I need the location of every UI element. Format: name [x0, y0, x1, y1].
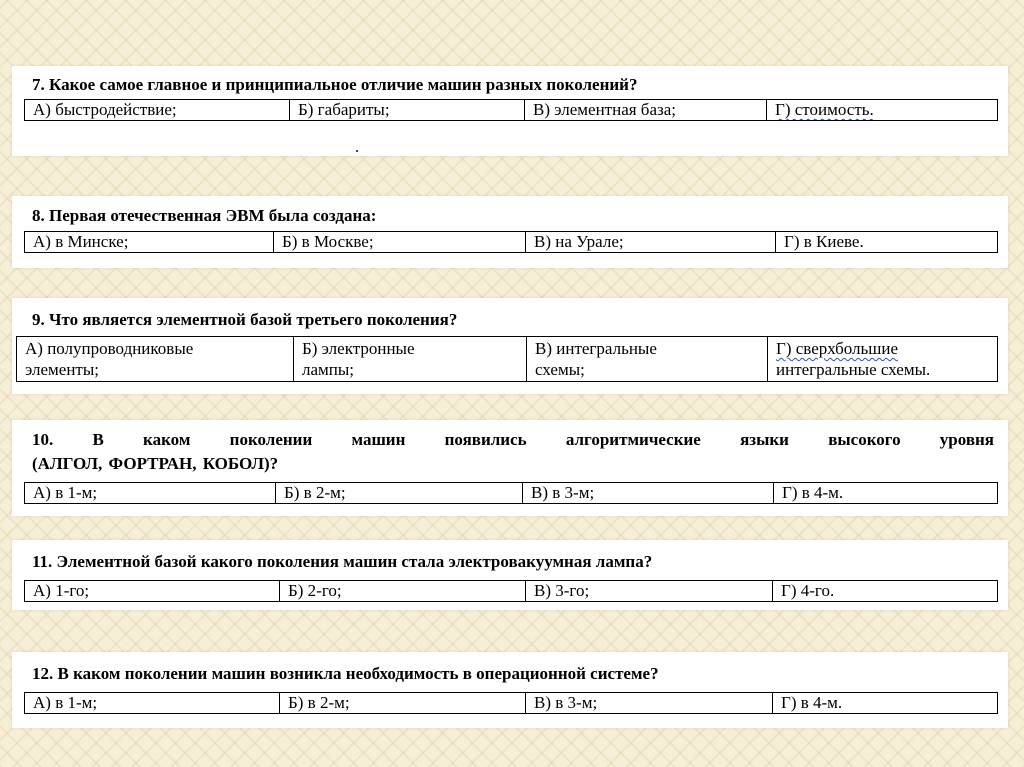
answer-v: В) на Урале; [526, 232, 776, 253]
question-7-card [12, 66, 1008, 156]
question-10-card [12, 420, 1008, 516]
question-10-text [32, 430, 994, 474]
answer-v [527, 337, 768, 382]
question-10-line-2: (АЛГОЛ, ФОРТРАН, КОБОЛ)? [32, 454, 279, 473]
question-12-answers [24, 692, 998, 714]
answer-g-line-1 [776, 338, 991, 359]
answer-g: Г) 4-го. [773, 581, 998, 602]
answer-g-line-1-text: Г) сверхбольшие [776, 339, 899, 358]
answer-a: А) в 1-м; [25, 693, 280, 714]
question-12-text: 12. В каком поколении машин возникла необходимость в операционной системе? [32, 664, 659, 683]
answer-v: В) в 3-м; [523, 483, 774, 504]
answer-v-line-2: схемы; [535, 360, 585, 379]
answer-a: А) 1-го; [25, 581, 280, 602]
question-11-answers [24, 580, 998, 602]
answer-a: А) в 1-м; [25, 483, 276, 504]
question-7-answers [24, 99, 998, 121]
question-9-text: 9. Что является элементной базой третьего поколения? [32, 310, 458, 329]
answer-g: Г) в 4-м. [774, 483, 998, 504]
answer-b-line-2: лампы; [302, 360, 355, 379]
question-10-line-1: 10. В каком поколении машин появились алгоритмические языки высокого уровня [32, 430, 994, 449]
question-11-card [12, 540, 1008, 610]
question-9-card [12, 298, 1008, 394]
answer-g-line-2: интегральные схемы. [776, 360, 931, 379]
answer-b: Б) в 2-м; [280, 693, 526, 714]
question-8-answers [24, 231, 998, 253]
question-12-card [12, 652, 1008, 728]
answer-a [17, 337, 294, 382]
answer-a-line-2: элементы; [25, 360, 99, 379]
answer-a-line-1: А) полупроводниковые [25, 339, 194, 358]
question-9-answers [16, 336, 998, 382]
answer-g [768, 337, 998, 382]
answer-g: Г) в Киеве. [776, 232, 998, 253]
answer-a: А) быстродействие; [25, 100, 290, 121]
answer-v-line-1: В) интегральные [535, 339, 657, 358]
answer-a: А) в Минске; [25, 232, 274, 253]
answer-b: Б) в Москве; [274, 232, 526, 253]
answer-b-line-1: Б) электронные [302, 339, 415, 358]
question-11-text: 11. Элементной базой какого поколения машин стала электровакуумная лампа? [32, 552, 653, 571]
answer-b [294, 337, 527, 382]
answer-b: Б) 2-го; [280, 581, 526, 602]
answer-v: В) 3-го; [526, 581, 773, 602]
answer-g: Г) в 4-м. [773, 693, 998, 714]
question-8-card [12, 196, 1008, 268]
answer-b: Б) габариты; [290, 100, 525, 121]
answer-g-text: Г) стоимость. [775, 100, 874, 119]
answer-v: В) элементная база; [525, 100, 767, 121]
question-8-text: 8. Первая отечественная ЭВМ была создана: [32, 206, 377, 225]
stray-dot [356, 150, 358, 152]
answer-g [767, 100, 998, 121]
question-10-answers [24, 482, 998, 504]
answer-b: Б) в 2-м; [276, 483, 523, 504]
answer-v: В) в 3-м; [526, 693, 773, 714]
question-7-text: 7. Какое самое главное и принципиальное отличие машин разных поколений? [32, 75, 638, 94]
